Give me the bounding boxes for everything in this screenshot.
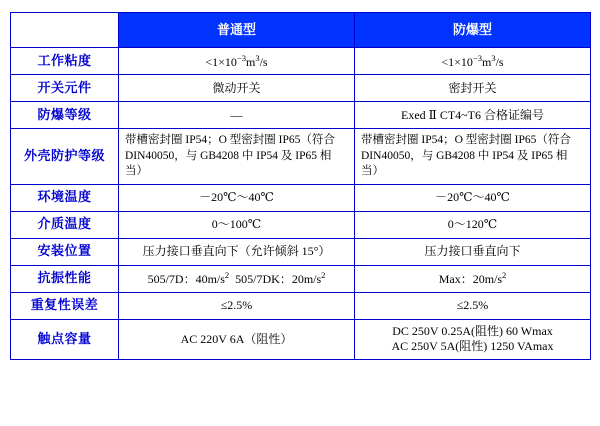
table-header (11, 13, 591, 48)
vibration-normal-b: 505/7DK：20m/s (235, 272, 322, 287)
cell-normal-medium-temperature: 0～100℃ (119, 211, 355, 238)
table-row (11, 319, 591, 359)
cell-ex-vibration-resistance (355, 265, 591, 292)
viscosity-normal-pre: <1×10 (205, 54, 237, 69)
cell-normal-explosion-proof-grade: — (119, 102, 355, 129)
cell-normal-mounting-position: 压力接口垂直向下（允许倾斜 15°） (119, 238, 355, 265)
row-label-medium-temperature: 介质温度 (11, 211, 119, 238)
table-body (11, 48, 591, 360)
cell-normal-repeatability-error: ≤2.5% (119, 292, 355, 319)
cell-normal-switch-element: 微动开关 (119, 75, 355, 102)
table-row (11, 292, 591, 319)
cell-normal-ambient-temperature: －20℃～40℃ (119, 184, 355, 211)
viscosity-ex-sup: −3 (472, 52, 482, 63)
row-label-mounting-position: 安装位置 (11, 238, 119, 265)
cell-ex-switch-element: 密封开关 (355, 75, 591, 102)
row-label-ambient-temperature: 环境温度 (11, 184, 119, 211)
contact-ex-line2: AC 250V 5A(阻性) 1250 VAmax (391, 339, 554, 354)
vibration-ex-sup: 2 (502, 270, 507, 281)
row-label-explosion-proof-grade: 防爆等级 (11, 102, 119, 129)
table-row (11, 238, 591, 265)
table-row (11, 102, 591, 129)
table-row (11, 48, 591, 75)
vibration-normal-a-sup: 2 (224, 270, 230, 281)
cell-ex-explosion-proof-grade: Exed Ⅱ CT4~T6 合格证编号 (355, 102, 591, 129)
table-header-row (11, 13, 591, 48)
cell-ex-mounting-position: 压力接口垂直向下 (355, 238, 591, 265)
header-normal-type: 普通型 (119, 13, 355, 48)
cell-normal-vibration-resistance (119, 265, 355, 292)
table-row (11, 265, 591, 292)
cell-ex-enclosure-protection: 带槽密封圈 IP54；O 型密封圈 IP65（符合 DIN40050，与 GB4208 中 IP54 及 IP65 相当） (355, 129, 591, 185)
table-row (11, 211, 591, 238)
header-corner-cell (11, 13, 119, 48)
table-row (11, 129, 591, 185)
vibration-normal-a: 505/7D：40m/s (147, 272, 225, 287)
viscosity-normal-post: $m^3/s$ (245, 52, 268, 69)
cell-ex-ambient-temperature: －20℃～40℃ (355, 184, 591, 211)
cell-normal-working-viscosity (119, 48, 355, 75)
viscosity-ex-pre: <1×10 (441, 54, 473, 69)
row-label-vibration-resistance: 抗振性能 (11, 265, 119, 292)
cell-ex-medium-temperature: 0～120℃ (355, 211, 591, 238)
contact-ex-line1: DC 250V 0.25A(阻性) 60 Wmax (392, 324, 553, 339)
table-row (11, 184, 591, 211)
cell-ex-repeatability-error: ≤2.5% (355, 292, 591, 319)
cell-normal-contact-capacity: AC 220V 6A（阻性） (119, 319, 355, 359)
row-label-enclosure-protection: 外壳防护等级 (11, 129, 119, 185)
header-explosion-proof-type: 防爆型 (355, 13, 591, 48)
cell-ex-contact-capacity (355, 319, 591, 359)
vibration-ex-pre: Max：20m/s (438, 272, 503, 287)
cell-normal-enclosure-protection: 带槽密封圈 IP54；O 型密封圈 IP65（符合 DIN40050，与 GB4208 中 IP54 及 IP65 相当） (119, 129, 355, 185)
table-row (11, 75, 591, 102)
row-label-working-viscosity: 工作粘度 (11, 48, 119, 75)
row-label-contact-capacity: 触点容量 (11, 319, 119, 359)
cell-ex-working-viscosity (355, 48, 591, 75)
specification-table (10, 12, 591, 360)
viscosity-normal-sup: −3 (236, 52, 246, 63)
row-label-repeatability-error: 重复性误差 (11, 292, 119, 319)
vibration-normal-b-sup: 2 (321, 270, 326, 281)
viscosity-ex-post: $m^3/s$ (481, 52, 504, 69)
row-label-switch-element: 开关元件 (11, 75, 119, 102)
